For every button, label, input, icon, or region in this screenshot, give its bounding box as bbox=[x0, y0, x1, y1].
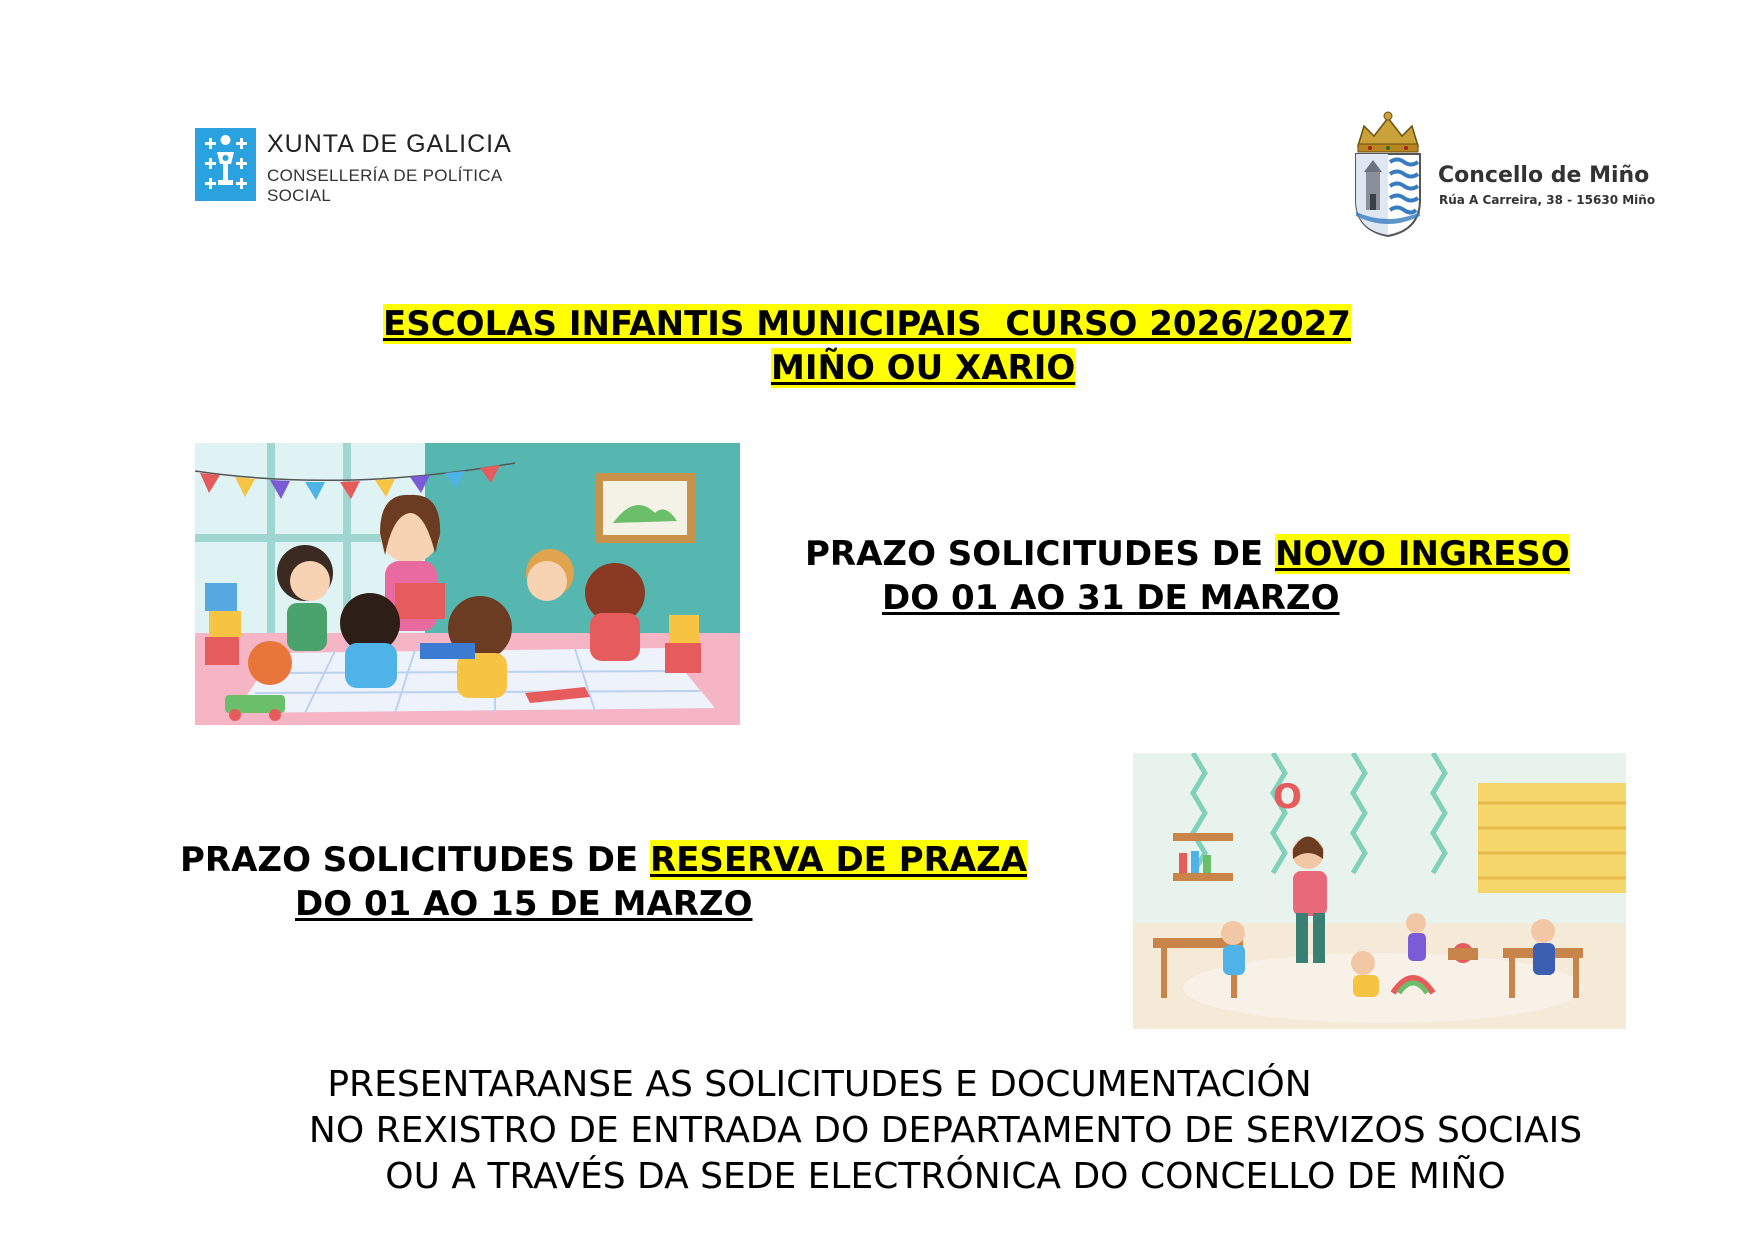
novo-ingreso-highlight: NOVO INGRESO bbox=[1274, 534, 1570, 574]
xunta-name: XUNTA DE GALICIA bbox=[267, 130, 512, 158]
novo-ingreso-heading bbox=[805, 532, 1570, 576]
novo-ingreso-dates-text: DO 01 AO 31 DE MARZO bbox=[882, 578, 1340, 618]
reserva-praza-dates-text: DO 01 AO 15 DE MARZO bbox=[295, 884, 753, 924]
reserva-praza-heading bbox=[180, 838, 1027, 882]
reserva-praza-prefix: PRAZO SOLICITUDES DE bbox=[180, 840, 650, 880]
footer-line-2: NO REXISTRO DE ENTRADA DO DEPARTAMENTO DE SERVIZOS SOCIAIS bbox=[308, 1110, 1583, 1151]
novo-ingreso-prefix: PRAZO SOLICITUDES DE bbox=[805, 534, 1275, 574]
title-line-2-text: MIÑO OU XARIO bbox=[771, 348, 1076, 388]
concello-name: Concello de Miño bbox=[1438, 163, 1650, 188]
children-reading-illustration bbox=[195, 443, 740, 725]
concello-coat-of-arms-icon bbox=[1350, 108, 1426, 238]
concello-de-mino-logo bbox=[1350, 108, 1670, 238]
xunta-emblem-icon bbox=[195, 128, 256, 201]
reserva-praza-highlight: RESERVA DE PRAZA bbox=[649, 840, 1028, 880]
xunta-department: CONSELLERÍA DE POLÍTICA SOCIAL bbox=[267, 166, 503, 205]
reserva-praza-dates bbox=[295, 882, 753, 926]
novo-ingreso-dates bbox=[882, 576, 1340, 620]
title-line-1 bbox=[383, 302, 1351, 346]
xunta-de-galicia-logo bbox=[195, 128, 535, 204]
title-line-2 bbox=[771, 346, 1075, 390]
playroom-illustration bbox=[1133, 753, 1626, 1029]
svg-text:O: O bbox=[1273, 777, 1302, 817]
concello-address: Rúa A Carreira, 38 - 15630 Miño bbox=[1439, 193, 1656, 207]
title-line-1-text: ESCOLAS INFANTIS MUNICIPAIS CURSO 2026/2027 bbox=[383, 304, 1351, 344]
footer-line-1: PRESENTARANSE AS SOLICITUDES E DOCUMENTACIÓN bbox=[327, 1064, 1312, 1105]
footer-line-3: OU A TRAVÉS DA SEDE ELECTRÓNICA DO CONCELLO DE MIÑO bbox=[385, 1156, 1506, 1197]
